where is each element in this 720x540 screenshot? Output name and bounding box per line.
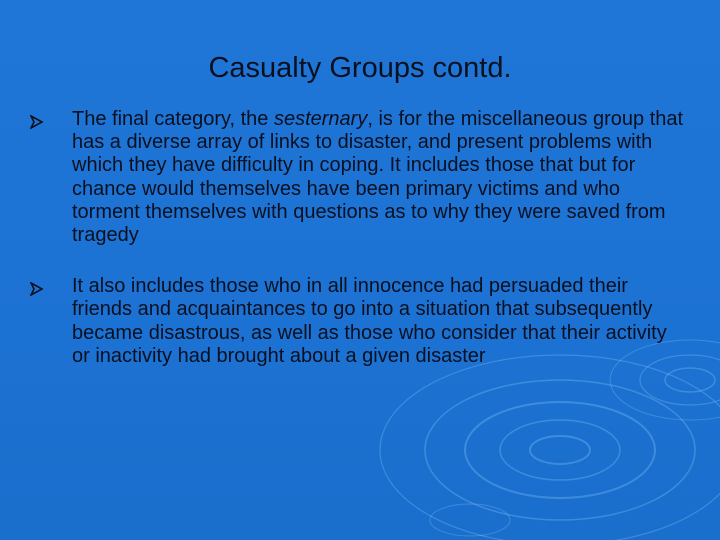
bullet-item: [30, 275, 690, 368]
bullet-text: [72, 108, 690, 247]
slide-title: Casualty Groups contd.: [208, 52, 512, 84]
bullet-text-emphasis: sesternary: [273, 108, 368, 130]
bullet-item: [30, 108, 690, 247]
bullet-text-rest: , is for the miscellaneous group that has a diverse array of links to disaster, and present problems with which they have difficulty in coping. It includes those that but for chance would themselves have been primary victims and who torment themselves with questions as to why they were saved from tragedy: [72, 108, 684, 247]
bullet-list: [30, 108, 690, 396]
bullet-text-lead: The final category, the: [72, 108, 274, 130]
arrow-icon: [30, 115, 44, 129]
arrow-icon: [30, 282, 44, 296]
bullet-text: It also includes those who in all innocence had persuaded their friends and acquaintances to go into a situation that subsequently became disastrous, as well as those who consider that their activity or inactivity had brought about a given disaster: [72, 275, 667, 367]
